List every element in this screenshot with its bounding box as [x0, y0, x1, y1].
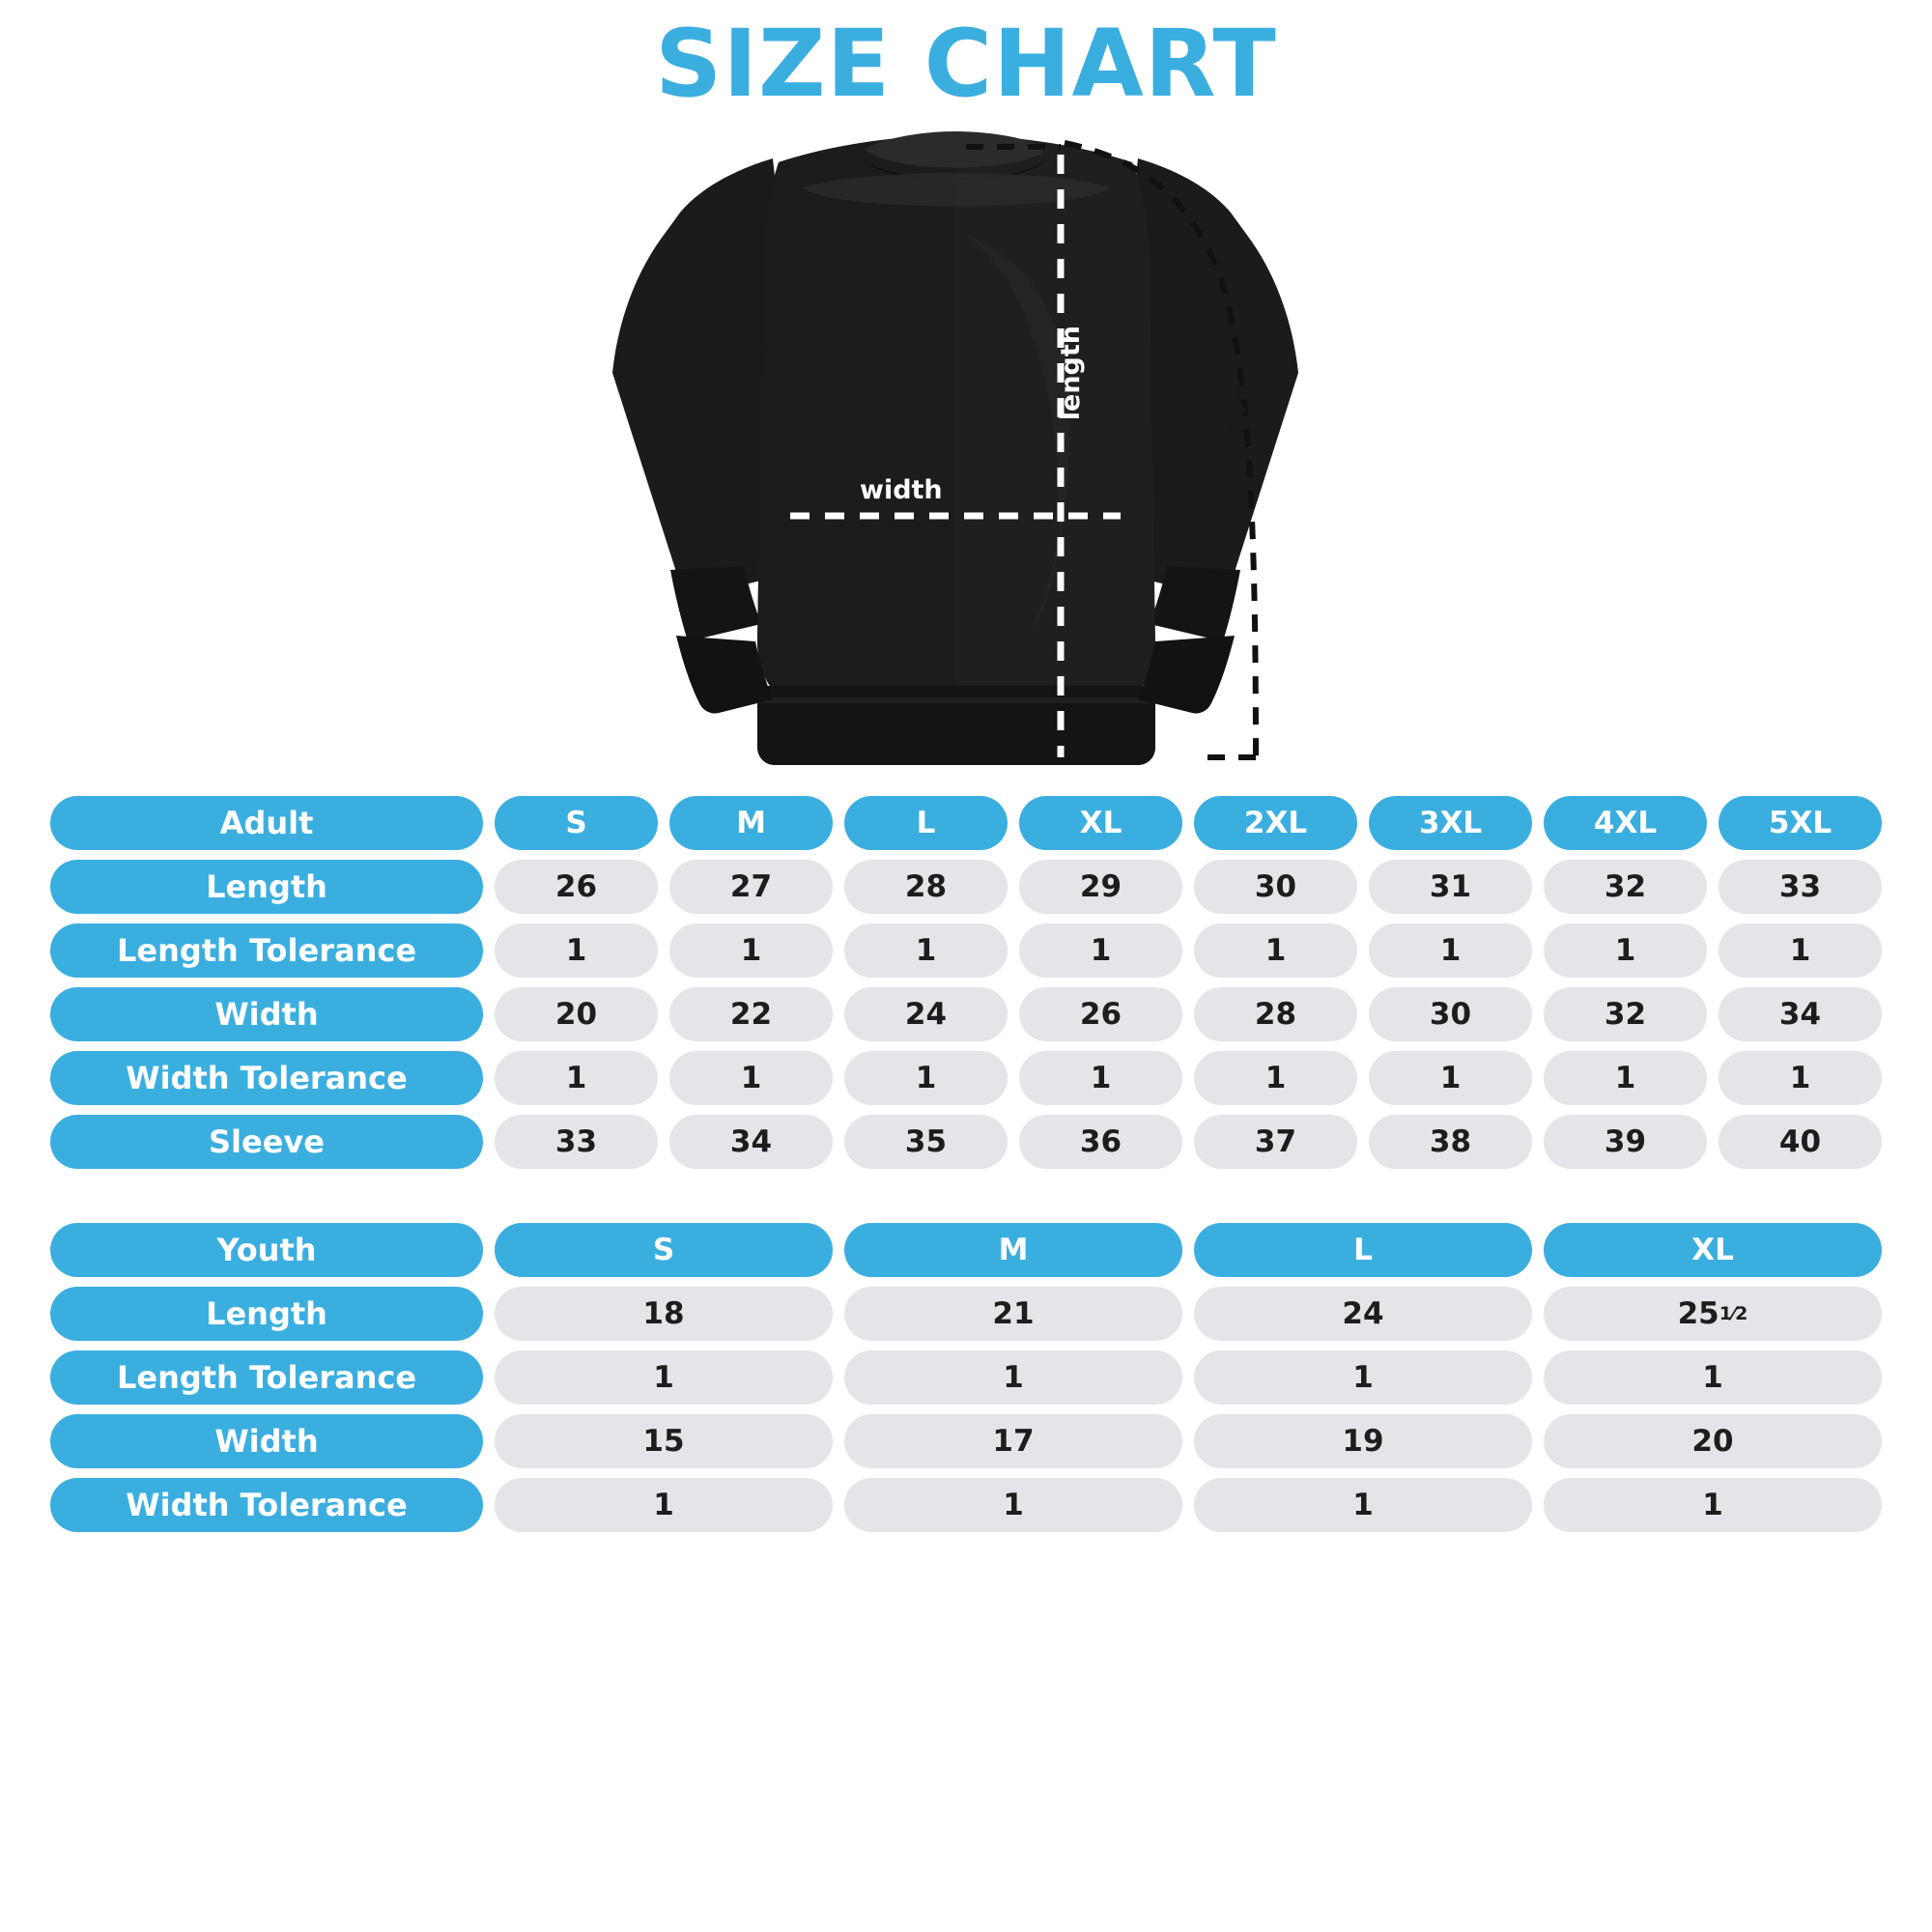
sleeve-label: sleeve: [1208, 380, 1259, 476]
table-cell: 1: [1194, 1350, 1532, 1405]
table-cell: 34: [669, 1115, 833, 1169]
adult-size-header: 5XL: [1719, 796, 1882, 850]
adult-size-header: 2XL: [1194, 796, 1357, 850]
adult-size-header: 3XL: [1369, 796, 1532, 850]
table-cell: 29: [1019, 860, 1182, 914]
table-cell: 1: [1019, 1051, 1182, 1105]
youth-size-header: L: [1194, 1223, 1532, 1277]
table-row: [50, 1414, 1882, 1468]
table-row: [50, 923, 1882, 978]
youth-size-header: XL: [1544, 1223, 1882, 1277]
table-cell: 1: [669, 923, 833, 978]
table-cell: 1: [844, 923, 1008, 978]
table-cell: 34: [1719, 987, 1882, 1041]
adult-table-label: Adult: [50, 796, 483, 850]
table-cell-youth-xl-length: 25 1⁄2: [1544, 1287, 1882, 1341]
table-cell: 15: [495, 1414, 833, 1468]
table-cell: 38: [1369, 1115, 1532, 1169]
table-cell: 27: [669, 860, 833, 914]
table-cell: 1: [1194, 923, 1357, 978]
row-label: Length Tolerance: [50, 1350, 483, 1405]
table-cell: 32: [1544, 987, 1707, 1041]
row-label: Length Tolerance: [50, 923, 483, 978]
table-cell: 1: [1369, 1051, 1532, 1105]
table-cell: 31: [1369, 860, 1532, 914]
adult-header-row: [50, 796, 1882, 850]
adult-size-header: M: [669, 796, 833, 850]
table-cell: 17: [844, 1414, 1182, 1468]
table-cell: 26: [1019, 987, 1182, 1041]
row-label: Sleeve: [50, 1115, 483, 1169]
table-cell: 1: [669, 1051, 833, 1105]
table-cell: 33: [495, 1115, 658, 1169]
adult-size-header: XL: [1019, 796, 1182, 850]
row-label: Length: [50, 860, 483, 914]
table-row: [50, 1115, 1882, 1169]
table-row: [50, 1287, 1882, 1341]
table-cell: 22: [669, 987, 833, 1041]
table-cell: 1: [495, 1478, 833, 1532]
table-row: [50, 860, 1882, 914]
youth-size-header: M: [844, 1223, 1182, 1277]
table-cell: 1: [1194, 1478, 1532, 1532]
table-row: [50, 1051, 1882, 1105]
adult-size-table: [0, 796, 1932, 1169]
table-cell: 1: [1019, 923, 1182, 978]
table-cell: 1: [1369, 923, 1532, 978]
table-cell: 1: [495, 923, 658, 978]
row-label: Width: [50, 987, 483, 1041]
adult-size-header: S: [495, 796, 658, 850]
garment-illustration: [0, 120, 1932, 796]
row-label: Length: [50, 1287, 483, 1341]
table-cell: 1: [495, 1051, 658, 1105]
table-cell: 1: [1194, 1051, 1357, 1105]
table-cell: 1: [495, 1350, 833, 1405]
sweatshirt-graphic: [0, 120, 1932, 796]
table-cell: 36: [1019, 1115, 1182, 1169]
table-cell: 1: [1719, 923, 1882, 978]
table-cell: 37: [1194, 1115, 1357, 1169]
youth-size-table: [0, 1223, 1932, 1532]
youth-size-header: S: [495, 1223, 833, 1277]
table-cell: 26: [495, 860, 658, 914]
length-label: length: [1056, 326, 1086, 421]
table-cell: 18: [495, 1287, 833, 1341]
table-cell: 33: [1719, 860, 1882, 914]
table-cell: 20: [495, 987, 658, 1041]
table-row: [50, 987, 1882, 1041]
width-label: width: [860, 475, 943, 505]
table-row: [50, 1478, 1882, 1532]
table-cell: 21: [844, 1287, 1182, 1341]
table-cell: 1: [844, 1478, 1182, 1532]
adult-size-header: L: [844, 796, 1008, 850]
row-label: Width: [50, 1414, 483, 1468]
table-cell: 30: [1369, 987, 1532, 1041]
table-cell: 24: [844, 987, 1008, 1041]
table-cell: 20: [1544, 1414, 1882, 1468]
table-cell: 1: [1544, 923, 1707, 978]
table-cell: 35: [844, 1115, 1008, 1169]
table-cell: 24: [1194, 1287, 1532, 1341]
table-cell: 39: [1544, 1115, 1707, 1169]
table-cell: 30: [1194, 860, 1357, 914]
table-cell: 28: [844, 860, 1008, 914]
table-spacer: [0, 1179, 1932, 1223]
page-title: SIZE CHART: [655, 10, 1277, 118]
table-cell: 1: [1544, 1478, 1882, 1532]
table-row: [50, 1350, 1882, 1405]
table-cell: 1: [844, 1051, 1008, 1105]
row-label: Width Tolerance: [50, 1051, 483, 1105]
table-cell: 28: [1194, 987, 1357, 1041]
table-cell: 1: [1719, 1051, 1882, 1105]
youth-header-row: [50, 1223, 1882, 1277]
row-label: Width Tolerance: [50, 1478, 483, 1532]
table-cell: 1: [844, 1350, 1182, 1405]
table-cell: 1: [1544, 1350, 1882, 1405]
youth-table-label: Youth: [50, 1223, 483, 1277]
adult-size-header: 4XL: [1544, 796, 1707, 850]
table-cell: 32: [1544, 860, 1707, 914]
table-cell: 40: [1719, 1115, 1882, 1169]
table-cell: 19: [1194, 1414, 1532, 1468]
table-cell: 1: [1544, 1051, 1707, 1105]
